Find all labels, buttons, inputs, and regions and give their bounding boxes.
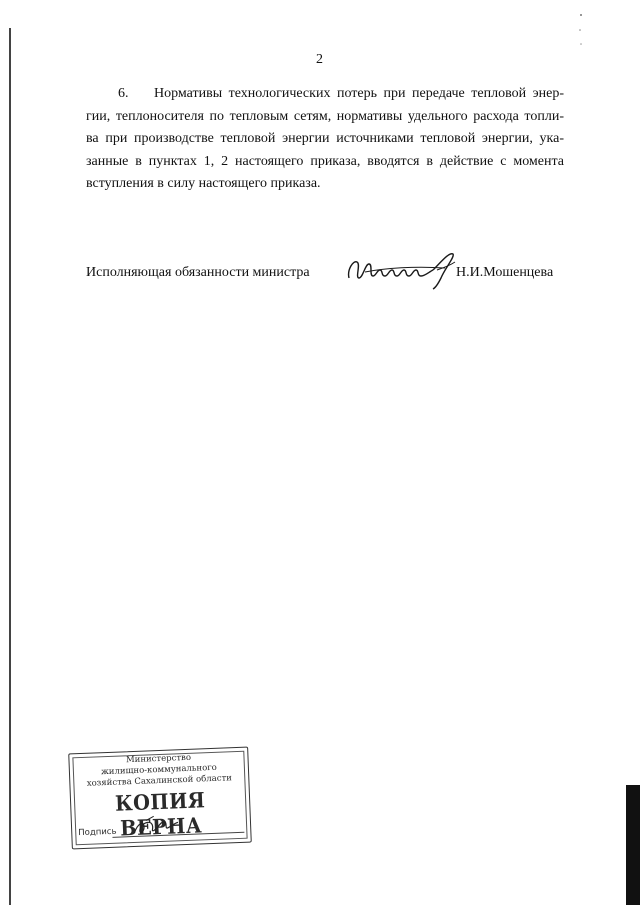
paragraph-line: занные в пунктах 1, 2 настоящего приказа, вводятся в действие с момента bbox=[86, 153, 564, 169]
paragraph-line: ва при производстве тепловой энергии источниками тепловой энергии, ука- bbox=[86, 131, 564, 146]
paragraph-6 bbox=[86, 83, 564, 196]
stamp-handwritten-signature bbox=[130, 813, 181, 839]
paragraph-line: гии, теплоносителя по тепловым сетям, нормативы удельного расхода топли- bbox=[86, 108, 564, 124]
scan-specks bbox=[576, 0, 586, 60]
scan-dark-bar bbox=[626, 785, 640, 905]
stamp-main-text: КОПИЯ ВЕРНА bbox=[114, 787, 206, 841]
signatory-name: Н.И.Мошенцева bbox=[456, 265, 554, 280]
stamp-org-line: хозяйства Сахалинской области bbox=[86, 773, 233, 789]
stamp-org-line: Министерство bbox=[125, 752, 192, 766]
scan-edge-line bbox=[9, 28, 11, 905]
stamp-org-line: жилищно-коммунального bbox=[100, 762, 218, 778]
certified-copy-stamp bbox=[68, 747, 252, 850]
paragraph-line: 6. Нормативы технологических потерь при передаче тепловой энер- bbox=[86, 83, 564, 106]
page-number: 2 bbox=[316, 52, 323, 67]
signatory-title: Исполняющая обязанности министра bbox=[86, 265, 310, 280]
stamp-signature-label: Подпись bbox=[78, 826, 117, 839]
handwritten-signature bbox=[345, 248, 460, 290]
paragraph-number: 6. bbox=[118, 86, 129, 101]
paragraph-line: вступления в силу настоящего приказа. bbox=[86, 176, 321, 191]
